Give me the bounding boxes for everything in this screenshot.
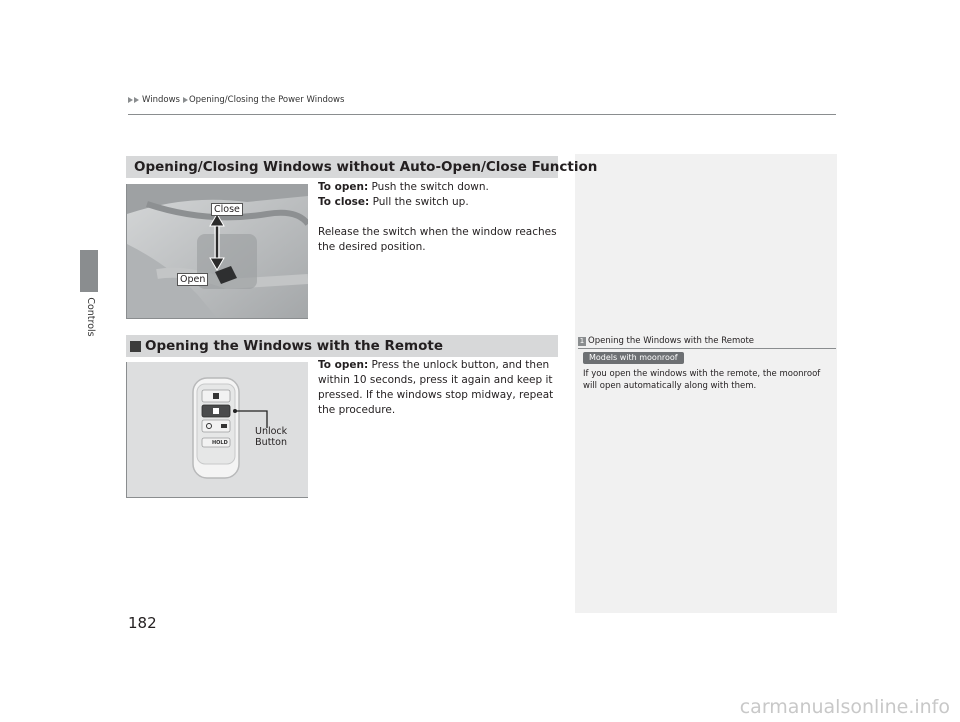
- section2-instructions: [318, 358, 558, 418]
- to-open-label: To open:: [318, 181, 369, 193]
- section-tab: [80, 250, 98, 292]
- hold-button-label: HOLD: [212, 440, 228, 446]
- page-number: 182: [128, 614, 157, 632]
- sidebar-note-title-text: Opening the Windows with the Remote: [588, 336, 755, 346]
- to-open-remote-text: Press the unlock button, and then within 10 seconds, press it again and keep it pressed. If the windows stop midway, repeat the procedure.: [318, 359, 554, 416]
- release-text: Release the switch when the window reaches the desired position.: [318, 226, 557, 253]
- remote-key-image: [126, 362, 308, 498]
- open-callout-label: Open: [177, 273, 208, 286]
- breadcrumb-arrow-icon: [128, 97, 133, 103]
- sidebar-note-text: If you open the windows with the remote, the moonroof will open automatically along with them.: [583, 369, 821, 391]
- section1-instructions: [318, 180, 558, 255]
- note-number-icon: 1: [579, 336, 585, 345]
- breadcrumb-arrow-icon: [134, 97, 139, 103]
- section-tab-label: Controls: [85, 297, 96, 337]
- breadcrumb-item-power-windows[interactable]: Opening/Closing the Power Windows: [188, 95, 345, 105]
- breadcrumb-item-windows[interactable]: Windows: [142, 95, 180, 105]
- models-badge: Models with moonroof: [583, 352, 684, 364]
- section-heading-text: Opening/Closing Windows without Auto-Open/Close Function: [134, 159, 598, 175]
- unlock-callout-line2: Button: [255, 437, 287, 448]
- unlock-button-callout: [255, 426, 287, 448]
- breadcrumb-arrow-icon: [183, 97, 188, 103]
- to-close-text: Pull the switch up.: [372, 196, 469, 208]
- to-close-label: To close:: [318, 196, 370, 208]
- watermark: carmanualsonline.info: [739, 696, 950, 718]
- to-open-label: To open:: [318, 359, 369, 371]
- sidebar-note-divider: [578, 348, 836, 349]
- section-heading-text: Opening the Windows with the Remote: [145, 338, 443, 354]
- breadcrumb: [128, 95, 347, 105]
- window-switch-image: [126, 184, 308, 319]
- close-callout-label: Close: [211, 203, 243, 216]
- section-heading-remote: [126, 335, 558, 357]
- header-divider: [128, 114, 836, 115]
- to-open-text: Push the switch down.: [371, 181, 489, 193]
- sidebar-note-title: [578, 336, 754, 346]
- unlock-callout-line1: Unlock: [255, 426, 288, 437]
- section-heading-without-auto: [126, 156, 598, 178]
- square-bullet-icon: [130, 341, 141, 352]
